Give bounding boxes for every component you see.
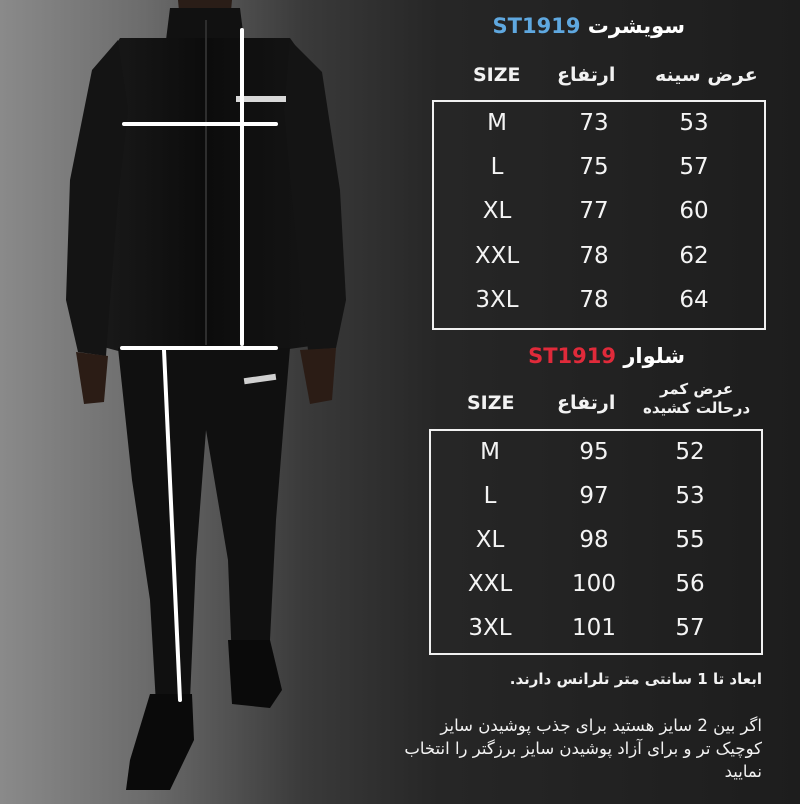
pants-header-height: ارتفاع — [557, 392, 616, 414]
table-cell-size: M — [487, 110, 507, 136]
table-cell-height: 75 — [579, 154, 609, 180]
sweatshirt-header-height: ارتفاع — [557, 64, 616, 86]
sweatshirt-header-chest-width: عرض سینه — [655, 64, 758, 86]
table-cell-size: M — [480, 439, 500, 465]
table-cell-width: 52 — [675, 439, 705, 465]
size-chart-panel — [404, 0, 800, 800]
table-cell-height: 78 — [579, 287, 609, 313]
pants-title: شلوار ST1919 — [528, 344, 685, 368]
table-cell-height: 98 — [579, 527, 609, 553]
pants-size-table — [429, 429, 763, 655]
table-cell-width: 57 — [679, 154, 709, 180]
table-cell-width: 53 — [679, 110, 709, 136]
model-photo — [0, 0, 400, 800]
table-cell-size: 3XL — [475, 287, 519, 313]
sweatshirt-size-table — [432, 100, 766, 330]
tolerance-note: ابعاد تا 1 سانتی متر تلرانس دارند. — [509, 670, 762, 688]
table-cell-width: 56 — [675, 571, 705, 597]
table-cell-height: 95 — [579, 439, 609, 465]
table-cell-height: 78 — [579, 243, 609, 269]
table-cell-size: XL — [475, 527, 505, 553]
table-cell-size: XXL — [467, 571, 513, 597]
table-cell-width: 57 — [675, 615, 705, 641]
pants-header-waist-width: عرض کمر درحالت کشیده — [643, 380, 751, 417]
table-cell-size: XL — [482, 198, 512, 224]
pants-header-size: SIZE — [467, 392, 515, 414]
sweatshirt-header-size: SIZE — [473, 64, 521, 86]
size-advice-note: اگر بین 2 سایز هستید برای جذب پوشیدن سایز کوچیک تر و برای آزاد پوشیدن سایز برزگتر را انتخاب نمایید — [404, 716, 762, 781]
table-cell-height: 101 — [572, 615, 616, 641]
table-cell-height: 100 — [572, 571, 616, 597]
table-cell-width: 60 — [679, 198, 709, 224]
table-cell-width: 53 — [675, 483, 705, 509]
table-cell-size: 3XL — [468, 615, 512, 641]
table-cell-width: 64 — [679, 287, 709, 313]
table-cell-size: L — [490, 154, 504, 180]
tracksuit-model-illustration — [0, 0, 400, 800]
sweatshirt-title: سویشرت ST1919 — [492, 14, 685, 38]
table-cell-width: 55 — [675, 527, 705, 553]
table-cell-height: 73 — [579, 110, 609, 136]
table-cell-height: 77 — [579, 198, 609, 224]
pants-code: ST1919 — [528, 344, 616, 368]
table-cell-height: 97 — [579, 483, 609, 509]
table-cell-size: XXL — [474, 243, 520, 269]
table-cell-size: L — [483, 483, 497, 509]
table-cell-width: 62 — [679, 243, 709, 269]
sweatshirt-code: ST1919 — [492, 14, 581, 38]
